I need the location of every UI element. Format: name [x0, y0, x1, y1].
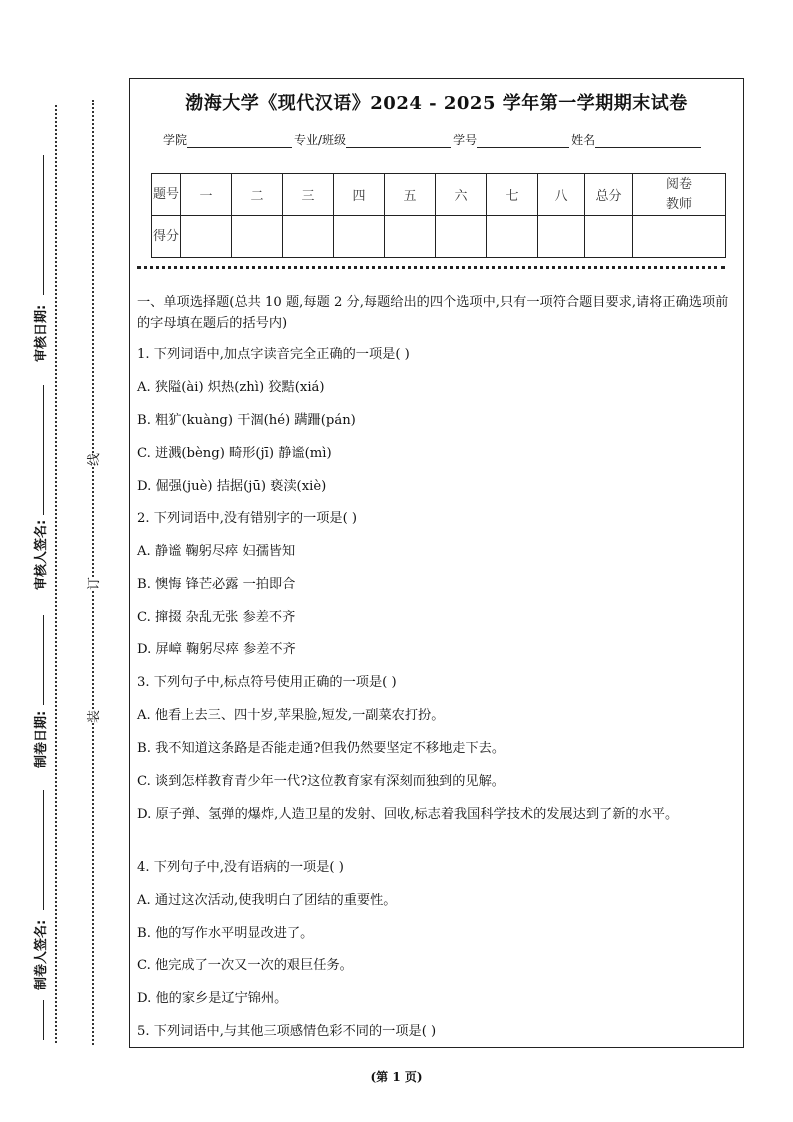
name-field[interactable]	[595, 135, 701, 148]
maker-date-label: 制卷日期:	[34, 710, 49, 768]
question-stem: 1. 下列词语中,加点字读音完全正确的一项是( )	[137, 347, 410, 362]
option-b: B. 他的写作水平明显改进了。	[137, 926, 314, 941]
reviewer-date-label: 审核日期:	[34, 304, 49, 362]
section-separator	[137, 266, 725, 269]
col-2: 二	[232, 174, 283, 216]
score-table-score-row	[152, 216, 726, 258]
question-stem: 5. 下列词语中,与其他三项感情色彩不同的一项是( )	[137, 1024, 437, 1039]
option-b: B. 我不知道这条路是否能走通?但我仍然要坚定不移地走下去。	[137, 741, 506, 756]
grader-cell[interactable]	[633, 216, 726, 258]
outer-dotted-line	[55, 105, 57, 1043]
option-b: B. 粗犷(kuàng) 干涸(hé) 蹒跚(pán)	[137, 413, 356, 428]
maker-sign-line	[43, 790, 44, 910]
major-field[interactable]	[346, 135, 451, 148]
student-id-field[interactable]	[477, 135, 569, 148]
binding-dotted-line	[92, 100, 94, 1045]
score-cell[interactable]	[538, 216, 585, 258]
exam-title: 渤海大学《现代汉语》2024 - 2025 学年第一学期期末试卷	[185, 93, 688, 114]
maker-date-line	[43, 615, 44, 705]
score-cell[interactable]	[487, 216, 538, 258]
score-cell[interactable]	[232, 216, 283, 258]
maker-sign-label: 制卷人签名:	[34, 919, 49, 990]
college-label: 学院	[163, 133, 188, 147]
bottom-margin-line	[43, 1000, 44, 1040]
option-d: D. 屏嶂 鞠躬尽瘁 参差不齐	[137, 642, 296, 657]
score-table	[151, 173, 726, 258]
col-grader: 阅卷教师	[633, 174, 726, 216]
col-total: 总分	[585, 174, 633, 216]
row-label-number: 题号	[152, 174, 181, 216]
binding-char-line: 线	[83, 453, 102, 466]
option-d: D. 原子弹、氢弹的爆炸,人造卫星的发射、回收,标志着我国科学技术的发展达到了新的水平。	[137, 807, 679, 822]
option-a: A. 静谧 鞠躬尽瘁 妇孺皆知	[137, 544, 296, 559]
student-info-row	[163, 131, 703, 148]
question-stem: 4. 下列句子中,没有语病的一项是( )	[137, 860, 344, 875]
option-c: C. 迸溅(bèng) 畸形(jī) 静谧(mì)	[137, 446, 332, 461]
row-label-score: 得分	[152, 216, 181, 258]
score-cell[interactable]	[181, 216, 232, 258]
name-label: 姓名	[571, 133, 596, 147]
score-table-header-row	[152, 174, 726, 216]
binding-char-ding: 订	[83, 577, 102, 590]
option-c: C. 谈到怎样教育青少年一代?这位教育家有深刻而独到的见解。	[137, 774, 505, 789]
question-stem: 3. 下列句子中,标点符号使用正确的一项是( )	[137, 675, 397, 690]
page-number: (第 1 页)	[370, 1070, 423, 1084]
col-6: 六	[436, 174, 487, 216]
score-cell[interactable]	[334, 216, 385, 258]
col-4: 四	[334, 174, 385, 216]
option-c: C. 他完成了一次又一次的艰巨任务。	[137, 958, 353, 973]
score-cell[interactable]	[585, 216, 633, 258]
score-cell[interactable]	[283, 216, 334, 258]
reviewer-date-line	[43, 155, 44, 295]
col-3: 三	[283, 174, 334, 216]
col-5: 五	[385, 174, 436, 216]
option-d: D. 他的家乡是辽宁锦州。	[137, 991, 288, 1006]
option-a: A. 通过这次活动,使我明白了团结的重要性。	[137, 893, 397, 908]
reviewer-sign-line	[43, 385, 44, 515]
option-c: C. 撺掇 杂乱无张 参差不齐	[137, 610, 296, 625]
col-8: 八	[538, 174, 585, 216]
question-stem: 2. 下列词语中,没有错别字的一项是( )	[137, 511, 358, 526]
college-field[interactable]	[187, 135, 292, 148]
col-7: 七	[487, 174, 538, 216]
col-1: 一	[181, 174, 232, 216]
binding-char-zhuang: 装	[83, 710, 102, 723]
reviewer-sign-label: 审核人签名:	[34, 519, 49, 590]
section-heading: 一、单项选择题(总共 10 题,每题 2 分,每题给出的四个选项中,只有一项符合题目要求,请将正确选项前的字母填在题后的括号内)	[137, 295, 729, 331]
major-label: 专业/班级	[294, 133, 347, 147]
option-d: D. 倔强(juè) 拮据(jū) 亵渎(xiè)	[137, 479, 327, 494]
score-cell[interactable]	[385, 216, 436, 258]
student-id-label: 学号	[453, 133, 478, 147]
option-a: A. 狭隘(ài) 炽热(zhì) 狡黠(xiá)	[137, 380, 325, 395]
option-a: A. 他看上去三、四十岁,苹果脸,短发,一副菜农打扮。	[137, 708, 445, 723]
option-b: B. 懊悔 锋芒必露 一拍即合	[137, 577, 296, 592]
score-cell[interactable]	[436, 216, 487, 258]
